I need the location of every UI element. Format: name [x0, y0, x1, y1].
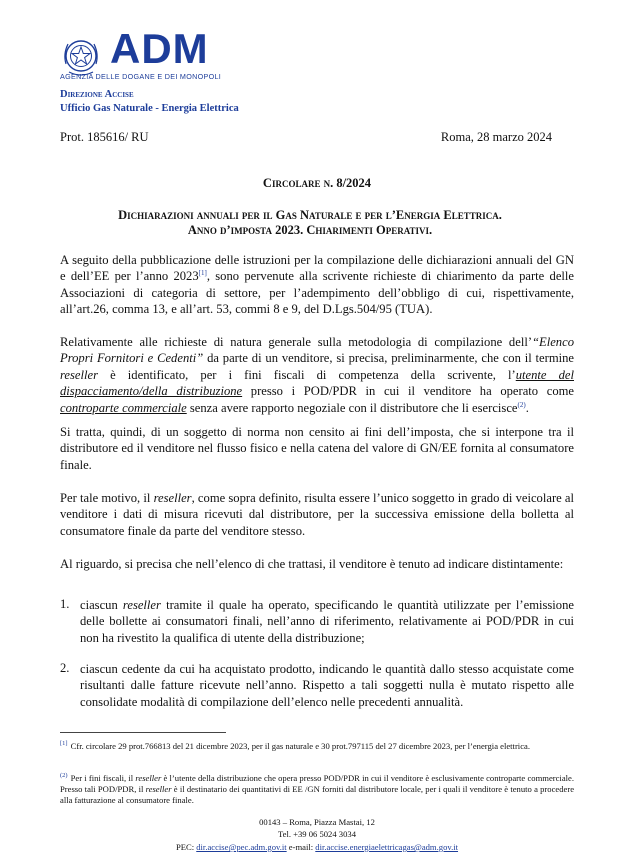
- footer-phone: Tel. +39 06 5024 3034: [277, 829, 356, 839]
- department-header: [60, 88, 239, 116]
- subject-line-2: Anno d’imposta 2023. Chiarimenti Operativi.: [187, 223, 433, 237]
- footnote-ref-2[interactable]: (2): [517, 400, 526, 409]
- footnote-ref-1[interactable]: [1]: [198, 269, 207, 278]
- footer-contacts: PEC: dir.accise@pec.adm.gov.it e-mail: dir.accise.energiaelettricagas@adm.gov.it: [175, 842, 459, 852]
- pec-email-link[interactable]: dir.accise@pec.adm.gov.it: [196, 842, 287, 852]
- footnote-1: [1] Cfr. circolare 29 prot.766813 del 21 dicembre 2023, per il gas naturale e 30 prot.797115 del 27 dicembre 2023, per l’energia elettrica.: [60, 740, 530, 751]
- paragraph-4: Per tale motivo, il reseller, come sopra definito, risulta essere l’unico soggetto in grado di veicolare al venditore i dati di misura ricevuti dal distributore, per la successiva emissione della bolletta al consumatore finale da parte del venditore stesso.: [60, 491, 575, 538]
- paragraph-5: Al riguardo, si precisa che nell’elenco di che trattasi, il venditore è tenuto ad indicare distintamente:: [60, 557, 564, 571]
- place-date: Roma, 28 marzo 2024: [440, 130, 552, 144]
- office-name: Ufficio Gas Naturale - Energia Elettrica: [60, 103, 239, 114]
- logo-subtitle: AGENZIA DELLE DOGANE E DEI MONOPOLI: [60, 72, 222, 81]
- list-number-2: 2.: [60, 661, 70, 675]
- list-number-1: 1.: [60, 597, 70, 611]
- list-item-2: ciascun cedente da cui ha acquistato prodotto, indicando le quantità dallo stesso acquistate come risultanti dalle fatture ricevute nell’anno. Rispetto a tali soggetti nulla è mutato rispetto alle consolidate modalità di compilazione dell’elenco nelle precedenti annualità.: [80, 662, 574, 709]
- footer-address: 00143 – Roma, Piazza Mastai, 12: [259, 817, 375, 827]
- paragraph-2: Relativamente alle richieste di natura generale sulla metodologia di compilazione dell’“Elenco Propri Fornitori e Cedenti” da parte di un venditore, si precisa, preliminarmente, che con il termine reseller è identificato, per i fini fiscali di competenza della scrivente, l’utente del dispacciamento/della distribuzione presso i POD/PDR in cui il venditore ha operato come controparte commerciale senza avere rapporto negoziale con il distributore che li esercisce$^{(2)}$.: [60, 335, 574, 415]
- circular-title: Circolare n. 8/2024: [262, 176, 372, 190]
- adm-logo: ADM: [110, 25, 209, 72]
- footnote-2: $^{(2)}$ Per i fini fiscali, il reseller è l’utente della distribuzione che opera presso POD/PDR in cui il venditore è esclusivamente controparte commerciale. Presso tali POD/PDR, il reseller è il destinatario dei quantitativi di EE /GN forniti dal distributore locale, per i quali il venditore è tenuto a procedere alla fatturazione al consumatore finale.: [60, 772, 575, 805]
- subject-heading: [60, 208, 560, 238]
- paragraph-1: A seguito della pubblicazione delle istruzioni per la compilazione delle dichiarazioni annuali del GN e dell’EE per l’anno 2023[1], sono pervenute alla scrivente richieste di chiarimento da parte delle Associazioni di categoria di settore, per l’adempimento dell’obbligo di cui, rispettivamente, all’art.26, comma 13, e all’art. 53, commi 8 e 9, del D.Lgs.504/95 (TUA).: [60, 253, 574, 317]
- list-item-1: ciascun reseller tramite il quale ha operato, specificando le quantità utilizzate per l’emissione delle bollette ai consumatori finali, nell’anno di riferimento, relativamente ai POD/PDR in cui non ha rivestito la qualifica di utente della distribuzione;: [80, 598, 574, 645]
- footnote-divider: [60, 732, 226, 733]
- department-name: Direzione Accise: [60, 89, 134, 100]
- subject-line-1: Dichiarazioni annuali per il Gas Naturale e per l’Energia Elettrica.: [118, 208, 502, 222]
- email-link[interactable]: dir.accise.energiaelettricagas@adm.gov.it: [315, 842, 459, 852]
- paragraph-3: Si tratta, quindi, di un soggetto di norma non censito ai fini dell’imposta, che si interpone tra il distributore ed il venditore nel flusso fisico e nella catena del valore di GN/EE fornita al consumatore finale.: [60, 425, 574, 472]
- protocol-number: Prot. 185616/ RU: [60, 130, 149, 144]
